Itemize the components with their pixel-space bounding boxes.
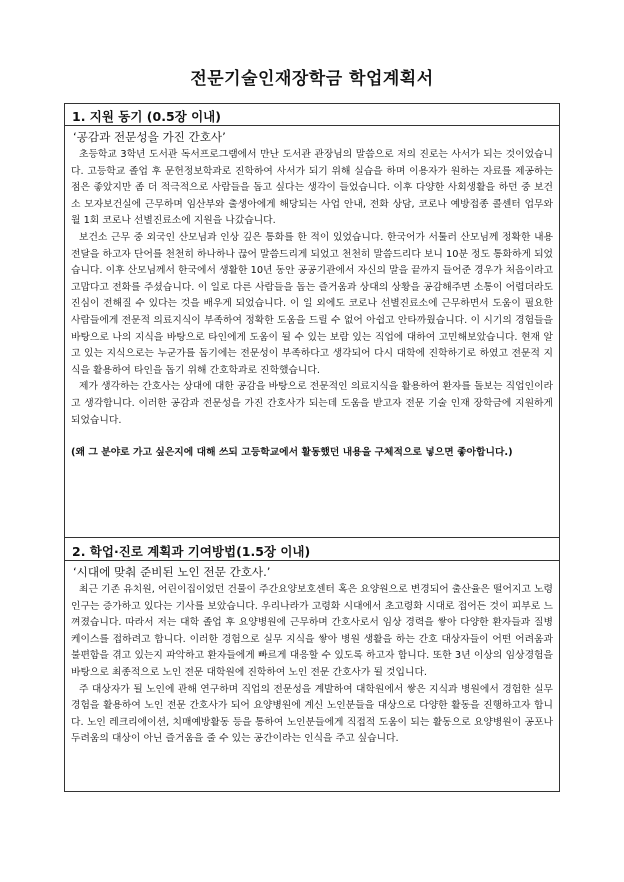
paragraph: 초등학교 3학년 도서관 독서프로그램에서 만난 도서관 관장님의 말씀으로 저의 진로는 사서가 되는 것이었습니다. 고등학교 졸업 후 문헌정보학과로 진학하여 사서가 되기 위해 실습을 하며 이용자가 원하는 자료를 제공하는 점은 좋았지만 좀 더 적극적으로 사람들을 돕고 싶다는 생각이 들었습니다. 이후 다양한 사회생활을 하던 중 보건소 모자보건실에 근무하며 임산부와 출생아에게 해당되는 사업 안내, 전화 상담, 코로나 예방접종 콜센터 업무와 월 1회 코로나 선별진료소에 지원을 나갔습니다. — [71, 149, 553, 227]
page-title: 전문기술인재장학금 학업계획서 — [190, 69, 434, 89]
section-plan-subtitle: ‘시대에 맞춰 준비된 노인 전문 간호사.’ — [73, 565, 271, 579]
paragraph: 제가 생각하는 간호사는 상대에 대한 공감을 바탕으로 전문적인 의료지식을 활용하여 환자를 돌보는 직업인이라고 생각합니다. 이러한 공감과 전문성을 가진 간호사가 되는데 도움을 받고자 전문 기술 인재 장학금에 지원하게 되었습니다. — [71, 381, 553, 426]
section-motivation-subtitle: ‘공감과 전문성을 가진 간호사’ — [73, 130, 226, 144]
paragraph: 보건소 근무 중 외국인 산모님과 인상 깊은 통화를 한 적이 있었습니다. 한국어가 서툴러 산모님께 정확한 내용 전달을 하고자 단어를 천천히 하나하나 끊어 말씀드리게 되었고 천천히 말씀드리다 보니 10분 정도 통화하게 되었습니다. 이후 산모님께서 한국에서 생활한 10년 동안 공공기관에서 자신의 말을 끝까지 들어준 경우가 처음이라고 고맙다고 전화를 주셨습니다. 이 일로 다른 사람들을 돕는 즐거움과 상대의 상황을 공감해주면 소통이 어렵더라도 진심이 전해질 수 있다는 것을 배우게 되었습니다. 이 일 외에도 코로나 선별진료소에 근무하면서 도움이 필요한 사람들에게 전문적 의료지식이 부족하여 정확한 도움을 드릴 수 없어 아쉽고 안타까웠습니다. 이 시기의 경험들을 바탕으로 나의 지식을 바탕으로 타인에게 도움이 될 수 있는 보람 있는 직업에 대하여 고민해보았습니다. 현재 알고 있는 지식으로는 누군가를 돕기에는 전문성이 부족하다고 생각되어 다시 대학에 진학하기로 하였고 전문적 지식을 활용하여 타인을 돕기 위해 간호학과로 진학했습니다. — [71, 231, 553, 376]
guidance-note: (왜 그 분야로 가고 싶은지에 대해 쓰되 고등학교에서 활동했던 내용을 구체적으로 넣으면 좋아합니다.) — [71, 447, 513, 459]
section-motivation-heading: 1. 지원 동기 (0.5장 이내) — [65, 104, 559, 126]
paragraph: 최근 기존 유치원, 어린이집이었던 건물이 주간요양보호센터 혹은 요양원으로 변경되어 출산율은 떨어지고 노령인구는 증가하고 있다는 기사를 보았습니다. 우리나라가 고령화 시대에서 초고령화 시대로 접어든 것이 피부로 느껴졌습니다. 따라서 저는 대학 졸업 후 요양병원에 근무하며 간호사로서 임상 경력을 쌓아 다양한 환자들과 질병 케이스를 접하려고 합니다. 이러한 경험으로 실무 지식을 쌓아 병원 생활을 하는 간호 대상자들이 어떤 어려움과 불편함을 겪고 있는지 파악하고 환자들에게 빠르게 대응할 수 있도록 하고자 합니다. 또한 3년 이상의 임상경험을 바탕으로 최종적으로 노인 전문 대학원에 진학하여 노인 전문 간호사가 될 것입니다. — [71, 584, 553, 678]
section-plan-heading: 2. 학업·진로 계획과 기여방법(1.5장 이내) — [65, 538, 559, 561]
section-motivation-body — [65, 126, 559, 537]
paragraph: 주 대상자가 될 노인에 관해 연구하며 직업의 전문성을 계발하여 대학원에서 쌓은 지식과 병원에서 경험한 실무경험을 활용하여 노인 전문 간호사가 되어 요양병원에 계신 노인분들을 대상으로 다양한 활동을 진행하고자 합니다. 노인 레크리에이션, 치매예방활동 등을 통하여 노인분들에게 직접적 도움이 되는 활동으로 요양병원이 공포나 두려움의 대상이 아닌 즐거움을 줄 수 있는 공간이라는 인식을 주고 싶습니다. — [71, 683, 553, 745]
section-motivation-table — [64, 103, 560, 538]
section-plan-body — [65, 561, 559, 791]
section-plan-table — [64, 537, 560, 792]
